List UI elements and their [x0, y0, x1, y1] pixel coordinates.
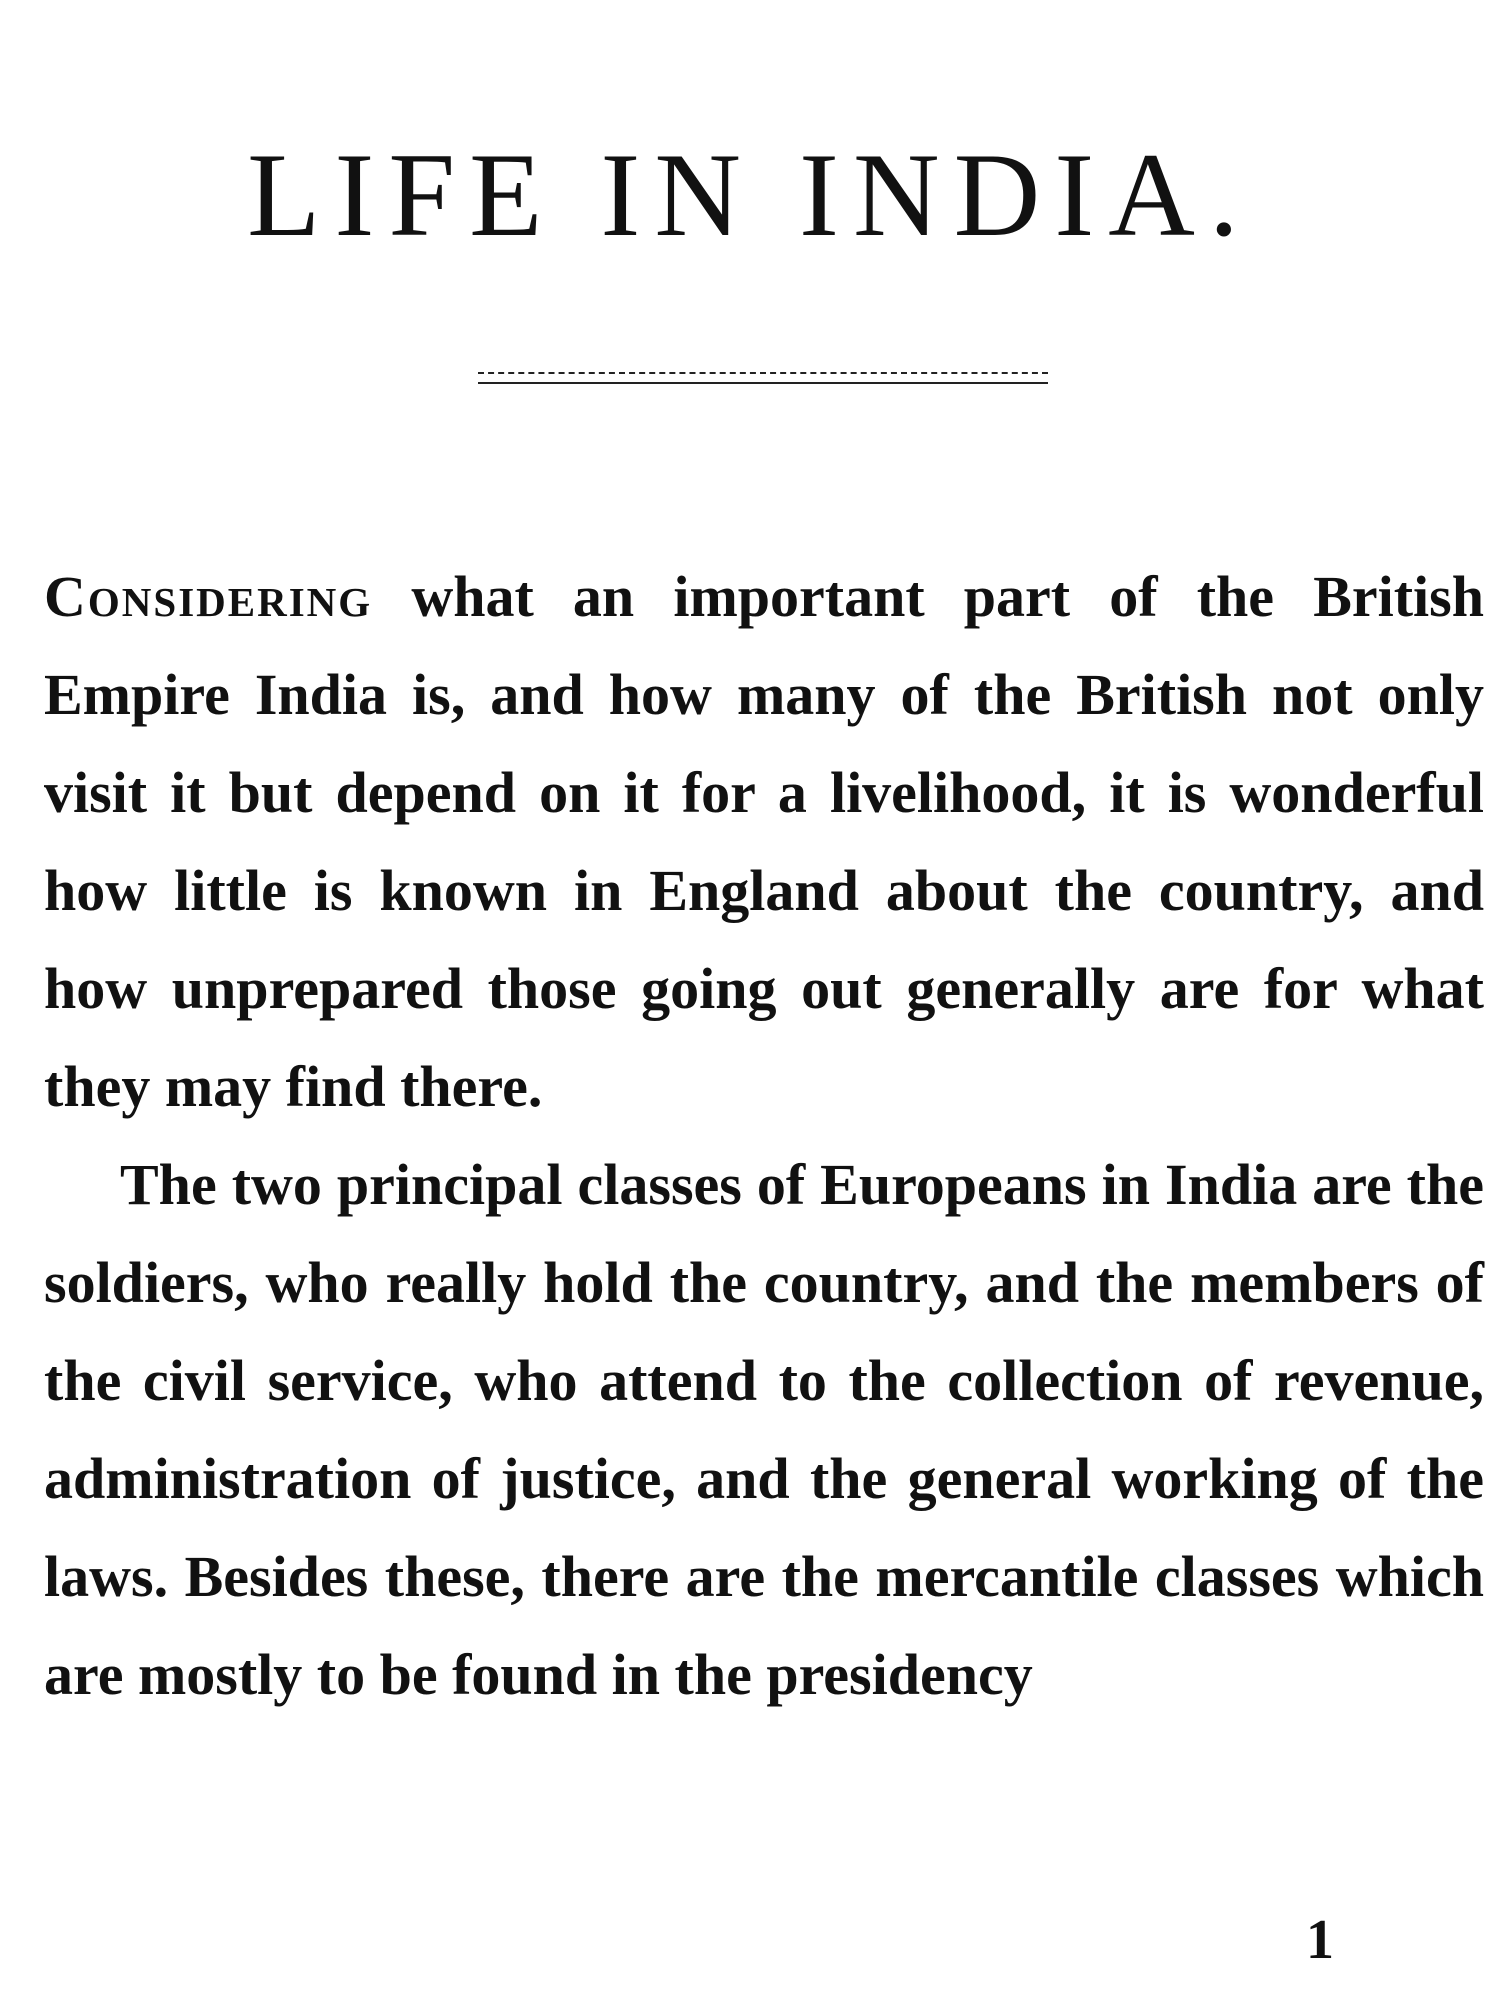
paragraph-1 [44, 548, 1484, 1136]
body-text [44, 548, 1484, 1724]
title-rule-top [478, 372, 1048, 374]
chapter-title: LIFE IN INDIA. [247, 128, 1253, 261]
page-number: 1 [1306, 1909, 1334, 1971]
paragraph-1-text: what an important part of the British Empire India is, and how many of the British not only visit it but depend on it for a livelihood, it is wonderful how little is known in England about the country, and how unprepared those going out generally are for what they may find there. [44, 564, 1484, 1119]
title-rule-bottom [478, 382, 1048, 384]
paragraph-2-text: The two principal classes of Europeans in India are the soldiers, who really hold the country, and the members of the civil service, who attend to the collection of revenue, administration of justice, and the general working of the laws. Besides these, there are the mercantile classes which are mostly to be found in the presidency [44, 1152, 1484, 1707]
paragraph-2 [44, 1136, 1484, 1724]
paragraph-1-lead: Considering [44, 564, 373, 629]
